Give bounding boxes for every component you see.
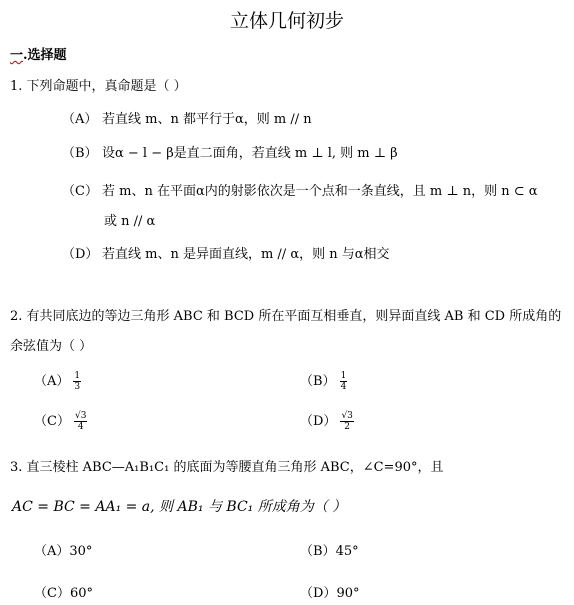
q1-option-c — [62, 180, 538, 199]
q3-option-a-text: 30° — [69, 544, 93, 559]
q2-option-d-denominator: 2 — [344, 422, 351, 432]
q2-stem-continuation: 余弦值为（ ） — [10, 339, 93, 354]
q1-option-d — [62, 243, 390, 262]
section-heading — [10, 44, 67, 63]
q1-stem: 1. 下列命题中，真命题是（ ） — [10, 79, 187, 94]
q2-option-a-denominator: 3 — [74, 382, 81, 392]
q3-option-a-label: （A） — [34, 544, 70, 559]
q1-option-c-label: （C） — [62, 184, 98, 199]
q2-option-b-numerator: 1 — [340, 371, 347, 381]
q1-option-b-text: 设α − l − β是直二面角，若直线 m ⊥ l, 则 m ⊥ β — [102, 146, 398, 161]
q3-option-c — [34, 582, 93, 601]
q3-option-b-label: （B） — [300, 544, 336, 559]
q2-option-a-label: （A） — [34, 374, 70, 389]
q3-option-c-text: 60° — [69, 586, 93, 601]
q1-option-c-continuation: 或 n // α — [104, 214, 156, 229]
q1-option-d-text: 若直线 m、n 是异面直线，m // α，则 n 与α相交 — [102, 247, 390, 262]
q2-option-c-fraction — [74, 411, 87, 432]
q3-option-d — [300, 582, 359, 601]
section-prefix: 一 — [10, 48, 24, 63]
q1-option-a-label: （A） — [62, 112, 98, 127]
q2-option-c-label: （C） — [34, 414, 70, 429]
q3-option-d-label: （D） — [300, 586, 337, 601]
q2-option-c-denominator: 4 — [77, 422, 84, 432]
q2-stem: 2. 有共同底边的等边三角形 ABC 和 BCD 所在平面互相垂直，则异面直线 AB 和 CD 所成角的 — [10, 309, 562, 324]
q2-option-d — [300, 410, 354, 432]
q2-option-a-fraction — [73, 371, 81, 392]
q1-option-c-text: 若 m、n 在平面α内的射影依次是一个点和一条直线，且 m ⊥ n，则 n ⊂ α — [102, 184, 538, 199]
q1-option-d-label: （D） — [62, 247, 99, 262]
q2-option-a — [34, 370, 81, 392]
q2-option-a-numerator: 1 — [74, 371, 81, 381]
q2-option-b-denominator: 4 — [340, 382, 347, 392]
q2-option-b-fraction — [340, 371, 348, 392]
section-label: .选择题 — [23, 48, 67, 63]
q2-option-b — [300, 370, 347, 392]
q3-stem-continuation: AC = BC = AA₁ = a, 则 AB₁ 与 BC₁ 所成角为（ ） — [12, 499, 347, 515]
q1-option-b-label: （B） — [62, 146, 98, 161]
q2-option-d-label: （D） — [300, 414, 337, 429]
q3-option-d-text: 90° — [336, 586, 360, 601]
q3-option-b — [300, 540, 359, 559]
q2-option-b-label: （B） — [300, 374, 336, 389]
q3-option-b-text: 45° — [335, 544, 359, 559]
q1-option-b — [62, 142, 398, 161]
q3-option-c-label: （C） — [34, 586, 70, 601]
q2-option-c-numerator: √3 — [74, 411, 87, 421]
q3-option-a — [34, 540, 92, 559]
q2-option-d-fraction — [340, 411, 353, 432]
q3-stem: 3. 直三棱柱 ABC—A₁B₁C₁ 的底面为等腰直角三角形 ABC，∠C=90°，且 — [10, 460, 444, 475]
page-title: 立体几何初步 — [229, 10, 344, 32]
q1-option-a — [62, 108, 312, 127]
q2-option-d-numerator: √3 — [341, 411, 353, 421]
q1-option-a-text: 若直线 m、n 都平行于α，则 m // n — [102, 112, 312, 127]
q2-option-c — [34, 410, 87, 432]
